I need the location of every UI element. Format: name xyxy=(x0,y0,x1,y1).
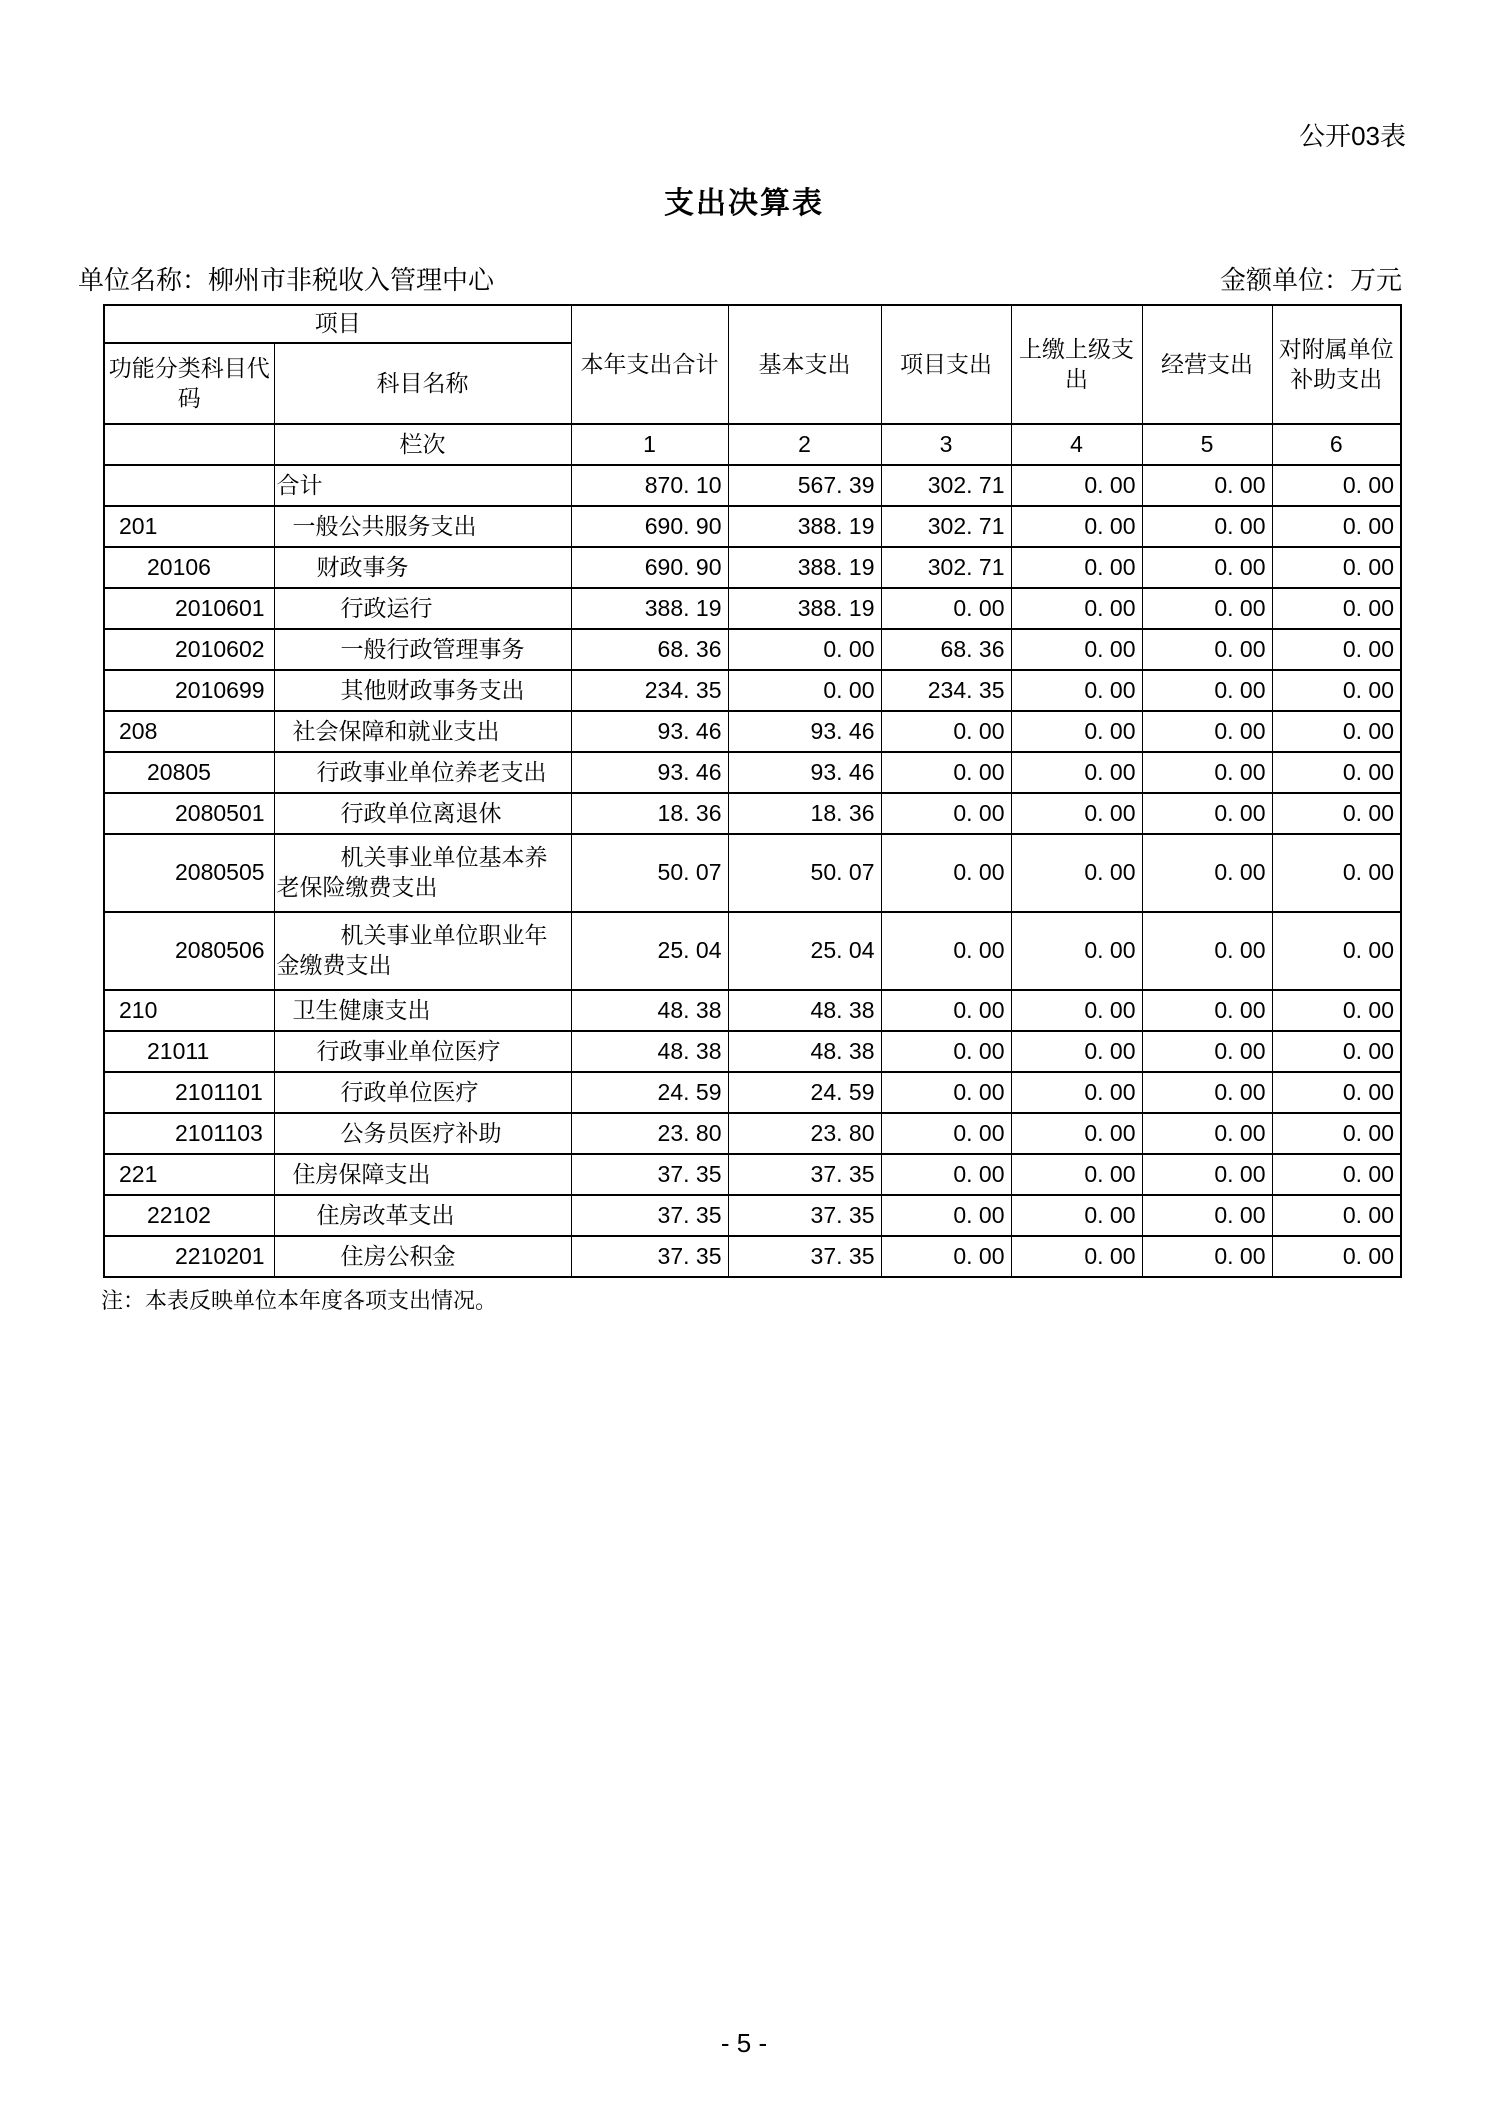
header-col-basic: 基本支出 xyxy=(728,305,881,424)
row-value-cell: 0. 00 xyxy=(1011,711,1142,752)
form-code-label: 公开03表 xyxy=(1299,121,1406,151)
row-code-cell: 2080501 xyxy=(104,793,274,834)
row-value-cell: 25. 04 xyxy=(571,912,728,990)
header-col-subsidy: 对附属单位补助支出 xyxy=(1272,305,1401,424)
row-code-cell: 21011 xyxy=(104,1031,274,1072)
amount-unit-label: 金额单位：万元 xyxy=(1219,265,1402,295)
row-value-cell: 0. 00 xyxy=(1011,1113,1142,1154)
header-lanci-empty xyxy=(104,424,274,465)
row-value-cell: 0. 00 xyxy=(1142,465,1272,506)
row-value-cell: 690. 90 xyxy=(571,547,728,588)
row-value-cell: 870. 10 xyxy=(571,465,728,506)
row-code-cell: 22102 xyxy=(104,1195,274,1236)
table-row xyxy=(104,629,1401,670)
footnote: 注：本表反映单位本年度各项支出情况。 xyxy=(101,1288,498,1313)
row-value-cell: 0. 00 xyxy=(1272,752,1401,793)
row-name-cell: 行政单位离退休 xyxy=(274,793,571,834)
row-value-cell: 0. 00 xyxy=(1011,834,1142,912)
row-value-cell: 0. 00 xyxy=(1272,1031,1401,1072)
row-value-cell: 0. 00 xyxy=(1272,670,1401,711)
row-code-cell: 2101103 xyxy=(104,1113,274,1154)
row-value-cell: 0. 00 xyxy=(881,1072,1011,1113)
row-code-cell: 2080506 xyxy=(104,912,274,990)
row-name-cell: 机关事业单位职业年金缴费支出 xyxy=(274,912,571,990)
row-value-cell: 0. 00 xyxy=(881,1031,1011,1072)
table-row xyxy=(104,793,1401,834)
row-value-cell: 0. 00 xyxy=(1011,1072,1142,1113)
row-name-cell: 财政事务 xyxy=(274,547,571,588)
row-code-cell: 208 xyxy=(104,711,274,752)
row-value-cell: 48. 38 xyxy=(571,990,728,1031)
row-value-cell: 388. 19 xyxy=(728,547,881,588)
header-colnum-1: 1 xyxy=(571,424,728,465)
row-value-cell: 690. 90 xyxy=(571,506,728,547)
row-value-cell: 0. 00 xyxy=(1142,1195,1272,1236)
row-value-cell: 68. 36 xyxy=(881,629,1011,670)
row-code-cell: 2210201 xyxy=(104,1236,274,1277)
table-row xyxy=(104,465,1401,506)
row-value-cell: 0. 00 xyxy=(1272,912,1401,990)
row-name-cell: 一般公共服务支出 xyxy=(274,506,571,547)
header-col-total: 本年支出合计 xyxy=(571,305,728,424)
row-value-cell: 0. 00 xyxy=(881,912,1011,990)
row-value-cell: 0. 00 xyxy=(1011,1195,1142,1236)
expenditure-table xyxy=(103,304,1402,1278)
row-value-cell: 68. 36 xyxy=(571,629,728,670)
table-row xyxy=(104,912,1401,990)
row-code-cell: 2010602 xyxy=(104,629,274,670)
table-row xyxy=(104,506,1401,547)
row-value-cell: 0. 00 xyxy=(1011,912,1142,990)
table-row xyxy=(104,1154,1401,1195)
row-code-cell: 2101101 xyxy=(104,1072,274,1113)
row-value-cell: 0. 00 xyxy=(881,793,1011,834)
row-value-cell: 0. 00 xyxy=(1011,547,1142,588)
row-value-cell: 388. 19 xyxy=(728,588,881,629)
row-value-cell: 302. 71 xyxy=(881,465,1011,506)
row-value-cell: 388. 19 xyxy=(728,506,881,547)
row-value-cell: 0. 00 xyxy=(1142,1031,1272,1072)
row-value-cell: 302. 71 xyxy=(881,547,1011,588)
row-value-cell: 0. 00 xyxy=(1142,588,1272,629)
header-colnum-2: 2 xyxy=(728,424,881,465)
row-name-cell: 一般行政管理事务 xyxy=(274,629,571,670)
header-colnum-4: 4 xyxy=(1011,424,1142,465)
row-value-cell: 93. 46 xyxy=(571,752,728,793)
row-name-cell: 住房公积金 xyxy=(274,1236,571,1277)
row-value-cell: 0. 00 xyxy=(1142,834,1272,912)
row-value-cell: 0. 00 xyxy=(1142,1072,1272,1113)
row-value-cell: 0. 00 xyxy=(881,711,1011,752)
row-value-cell: 23. 80 xyxy=(571,1113,728,1154)
row-value-cell: 0. 00 xyxy=(1011,465,1142,506)
row-value-cell: 18. 36 xyxy=(571,793,728,834)
row-value-cell: 48. 38 xyxy=(728,990,881,1031)
row-value-cell: 388. 19 xyxy=(571,588,728,629)
row-value-cell: 0. 00 xyxy=(1011,1154,1142,1195)
row-value-cell: 0. 00 xyxy=(1272,793,1401,834)
row-value-cell: 0. 00 xyxy=(1142,1236,1272,1277)
row-name-cell: 行政事业单位养老支出 xyxy=(274,752,571,793)
table-row xyxy=(104,1031,1401,1072)
page-number: - 5 - xyxy=(720,2028,768,2058)
row-name-cell: 行政事业单位医疗 xyxy=(274,1031,571,1072)
table-row xyxy=(104,670,1401,711)
row-value-cell: 0. 00 xyxy=(1272,547,1401,588)
row-value-cell: 0. 00 xyxy=(1272,1195,1401,1236)
header-colnum-3: 3 xyxy=(881,424,1011,465)
row-code-cell: 2010601 xyxy=(104,588,274,629)
row-value-cell: 0. 00 xyxy=(1272,1113,1401,1154)
row-value-cell: 24. 59 xyxy=(571,1072,728,1113)
row-name-cell: 行政运行 xyxy=(274,588,571,629)
row-value-cell: 234. 35 xyxy=(571,670,728,711)
header-colnum-6: 6 xyxy=(1272,424,1401,465)
row-value-cell: 0. 00 xyxy=(881,990,1011,1031)
row-value-cell: 0. 00 xyxy=(881,752,1011,793)
row-value-cell: 0. 00 xyxy=(1011,670,1142,711)
page-title: 支出决算表 xyxy=(664,187,824,220)
row-value-cell: 37. 35 xyxy=(571,1195,728,1236)
row-value-cell: 0. 00 xyxy=(1011,1236,1142,1277)
row-name-cell: 其他财政事务支出 xyxy=(274,670,571,711)
row-name-cell: 公务员医疗补助 xyxy=(274,1113,571,1154)
row-value-cell: 0. 00 xyxy=(1142,547,1272,588)
header-lanci-label: 栏次 xyxy=(274,424,571,465)
row-value-cell: 0. 00 xyxy=(1142,1113,1272,1154)
row-value-cell: 0. 00 xyxy=(1011,629,1142,670)
row-value-cell: 25. 04 xyxy=(728,912,881,990)
row-value-cell: 0. 00 xyxy=(881,588,1011,629)
row-value-cell: 0. 00 xyxy=(1272,629,1401,670)
row-name-cell: 卫生健康支出 xyxy=(274,990,571,1031)
header-subject-label: 科目名称 xyxy=(274,343,571,424)
row-code-cell: 20805 xyxy=(104,752,274,793)
row-value-cell: 0. 00 xyxy=(1272,834,1401,912)
row-value-cell: 37. 35 xyxy=(728,1154,881,1195)
row-code-cell: 201 xyxy=(104,506,274,547)
row-value-cell: 0. 00 xyxy=(1142,912,1272,990)
row-value-cell: 37. 35 xyxy=(571,1154,728,1195)
row-value-cell: 0. 00 xyxy=(881,1154,1011,1195)
row-value-cell: 0. 00 xyxy=(1272,1236,1401,1277)
row-name-cell: 住房保障支出 xyxy=(274,1154,571,1195)
table-row xyxy=(104,1072,1401,1113)
row-value-cell: 0. 00 xyxy=(1011,1031,1142,1072)
table-body xyxy=(104,465,1401,1277)
row-value-cell: 23. 80 xyxy=(728,1113,881,1154)
row-code-cell xyxy=(104,465,274,506)
row-code-cell: 221 xyxy=(104,1154,274,1195)
table-row xyxy=(104,588,1401,629)
row-value-cell: 0. 00 xyxy=(881,1195,1011,1236)
row-value-cell: 50. 07 xyxy=(571,834,728,912)
row-value-cell: 93. 46 xyxy=(728,752,881,793)
header-col-operating: 经营支出 xyxy=(1142,305,1272,424)
row-value-cell: 0. 00 xyxy=(728,629,881,670)
row-value-cell: 0. 00 xyxy=(1142,1154,1272,1195)
table-row xyxy=(104,1195,1401,1236)
row-value-cell: 0. 00 xyxy=(1011,588,1142,629)
row-value-cell: 0. 00 xyxy=(1142,752,1272,793)
header-colnum-5: 5 xyxy=(1142,424,1272,465)
row-value-cell: 0. 00 xyxy=(1142,506,1272,547)
table-row xyxy=(104,1113,1401,1154)
row-value-cell: 24. 59 xyxy=(728,1072,881,1113)
unit-name-label: 单位名称：柳州市非税收入管理中心 xyxy=(78,265,495,295)
row-value-cell: 0. 00 xyxy=(1272,1072,1401,1113)
row-value-cell: 0. 00 xyxy=(1272,465,1401,506)
row-code-cell: 210 xyxy=(104,990,274,1031)
row-code-cell: 2080505 xyxy=(104,834,274,912)
row-value-cell: 0. 00 xyxy=(1011,793,1142,834)
row-name-cell: 社会保障和就业支出 xyxy=(274,711,571,752)
row-value-cell: 37. 35 xyxy=(571,1236,728,1277)
table-meta-row xyxy=(78,260,1402,297)
row-value-cell: 302. 71 xyxy=(881,506,1011,547)
row-value-cell: 93. 46 xyxy=(571,711,728,752)
header-code-label: 功能分类科目代码 xyxy=(104,343,274,424)
row-value-cell: 0. 00 xyxy=(881,1113,1011,1154)
header-col-upward: 上缴上级支出 xyxy=(1011,305,1142,424)
row-value-cell: 0. 00 xyxy=(1272,588,1401,629)
row-value-cell: 234. 35 xyxy=(881,670,1011,711)
row-name-cell: 机关事业单位基本养老保险缴费支出 xyxy=(274,834,571,912)
row-value-cell: 37. 35 xyxy=(728,1236,881,1277)
row-value-cell: 0. 00 xyxy=(1011,752,1142,793)
table-row xyxy=(104,834,1401,912)
row-value-cell: 0. 00 xyxy=(881,834,1011,912)
row-value-cell: 50. 07 xyxy=(728,834,881,912)
row-value-cell: 0. 00 xyxy=(1142,670,1272,711)
table-row xyxy=(104,711,1401,752)
row-name-cell: 行政单位医疗 xyxy=(274,1072,571,1113)
row-name-cell: 合计 xyxy=(274,465,571,506)
row-value-cell: 0. 00 xyxy=(1142,793,1272,834)
table-row xyxy=(104,1236,1401,1277)
row-value-cell: 0. 00 xyxy=(1011,506,1142,547)
row-code-cell: 2010699 xyxy=(104,670,274,711)
row-value-cell: 0. 00 xyxy=(1272,1154,1401,1195)
row-value-cell: 37. 35 xyxy=(728,1195,881,1236)
table-row xyxy=(104,547,1401,588)
row-value-cell: 18. 36 xyxy=(728,793,881,834)
row-value-cell: 0. 00 xyxy=(1142,629,1272,670)
row-value-cell: 0. 00 xyxy=(1272,506,1401,547)
header-col-project: 项目支出 xyxy=(881,305,1011,424)
table-row xyxy=(104,752,1401,793)
row-value-cell: 567. 39 xyxy=(728,465,881,506)
row-value-cell: 93. 46 xyxy=(728,711,881,752)
row-value-cell: 0. 00 xyxy=(1142,990,1272,1031)
row-code-cell: 20106 xyxy=(104,547,274,588)
row-value-cell: 0. 00 xyxy=(1272,990,1401,1031)
row-value-cell: 0. 00 xyxy=(1272,711,1401,752)
row-value-cell: 0. 00 xyxy=(1142,711,1272,752)
row-name-cell: 住房改革支出 xyxy=(274,1195,571,1236)
row-value-cell: 0. 00 xyxy=(1011,990,1142,1031)
table-row xyxy=(104,990,1401,1031)
header-project-group: 项目 xyxy=(104,305,571,343)
row-value-cell: 48. 38 xyxy=(571,1031,728,1072)
row-value-cell: 0. 00 xyxy=(728,670,881,711)
row-value-cell: 48. 38 xyxy=(728,1031,881,1072)
row-value-cell: 0. 00 xyxy=(881,1236,1011,1277)
